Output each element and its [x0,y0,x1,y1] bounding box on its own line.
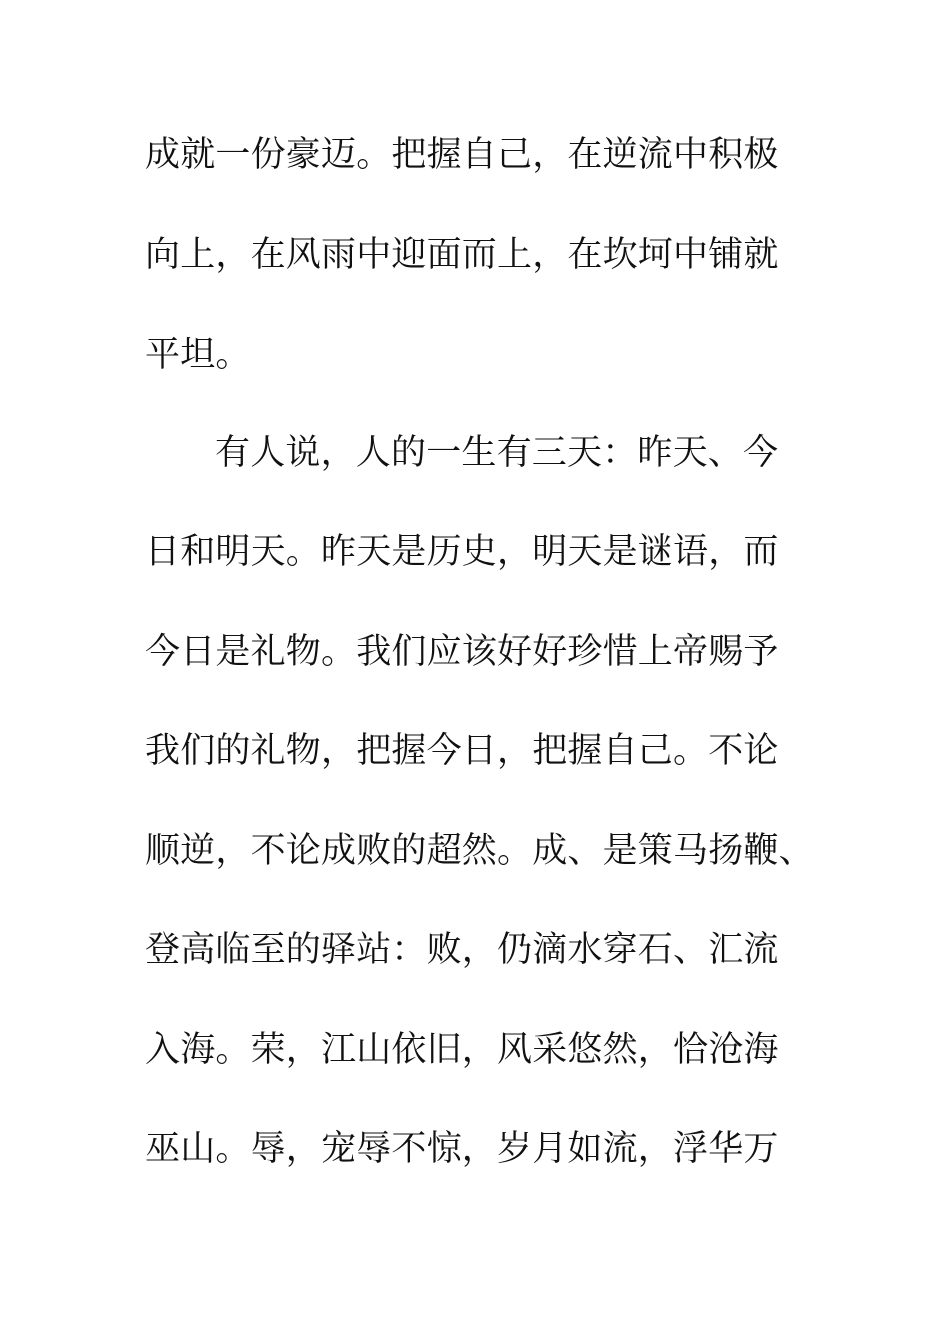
text-line-2: 向上，在风雨中迎面而上，在坎坷中铺就 [145,235,779,275]
text-line-6: 今日是礼物。我们应该好好珍惜上帝赐予 [145,632,779,672]
text-line-5: 日和明天。昨天是历史，明天是谜语，而 [145,532,779,572]
text-line-8: 顺逆，不论成败的超然。成、是策马扬鞭、 [145,831,814,871]
text-line-10: 入海。荣，江山依旧，风采悠然，恰沧海 [145,1030,779,1070]
text-line-4-paragraph-start: 有人说，人的一生有三天：昨天、今 [215,433,779,473]
text-line-1: 成就一份豪迈。把握自己，在逆流中积极 [145,135,779,175]
text-line-9: 登高临至的驿站：败，仍滴水穿石、汇流 [145,930,779,970]
text-line-3: 平坦。 [145,335,251,375]
text-line-7: 我们的礼物，把握今日，把握自己。不论 [145,731,779,771]
text-line-11: 巫山。辱，宠辱不惊，岁月如流，浮华万 [145,1129,779,1169]
